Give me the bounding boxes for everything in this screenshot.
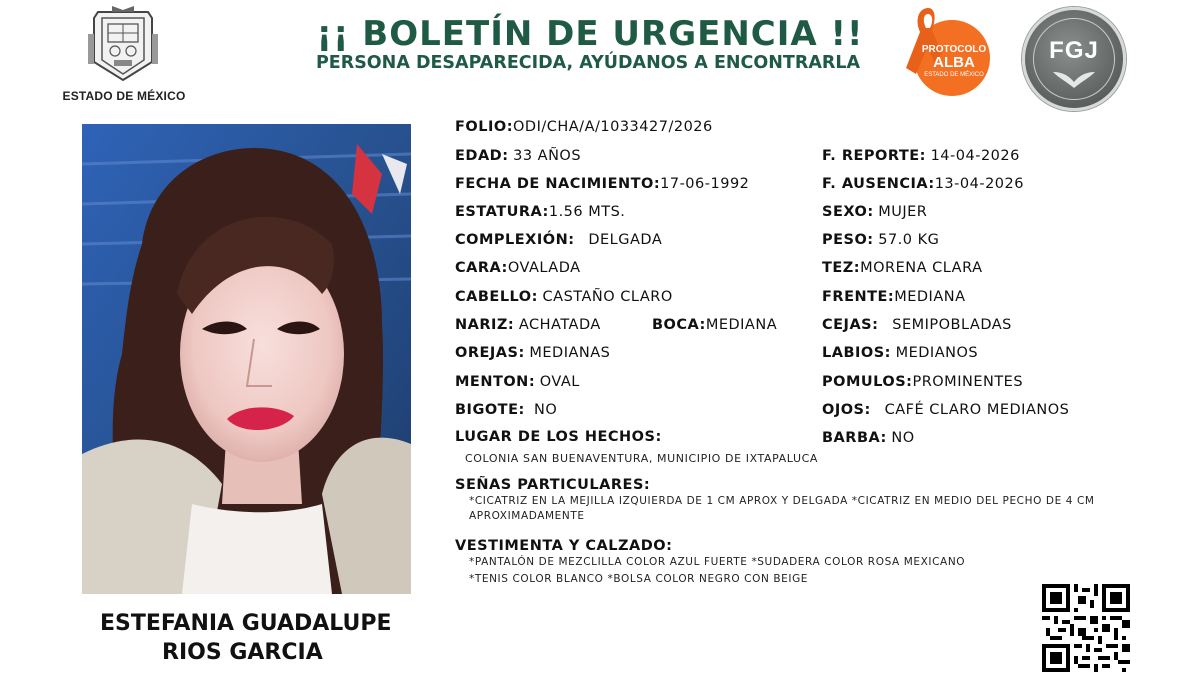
field-boca [652,316,777,334]
orejas-value: MEDIANAS [529,345,611,361]
protocolo-alba-logo [884,2,1012,106]
folio-label: FOLIO: [455,119,513,135]
fgj-logo [1022,7,1126,111]
sexo-value: MUJER [878,204,928,220]
field-cara [455,259,581,277]
senas-line2: APROXIMADAMENTE [469,510,585,522]
field-tez [822,259,983,277]
vestimenta-line1: *PANTALÓN DE MEZCLILLA COLOR AZUL FUERTE *SUDADERA COLOR ROSA MEXICANO [469,556,966,568]
peso-label: PESO: [822,232,874,248]
vestimenta-label: VESTIMENTA Y CALZADO: [455,538,673,554]
field-nariz [455,316,601,334]
senas-label: SEÑAS PARTICULARES: [455,477,651,493]
f-reporte-label: F. REPORTE: [822,148,926,164]
field-sexo [822,203,927,221]
state-caption: ESTADO DE MÉXICO [62,89,186,103]
menton-value: OVAL [539,374,580,390]
ojos-value: CAFÉ CLARO MEDIANOS [884,402,1070,418]
estado-de-mexico-seal-icon [78,4,168,84]
cejas-label: CEJAS: [822,317,879,333]
bulletin-subtitle: PERSONA DESAPARECIDA, AYÚDANOS A ENCONTRARLA [315,53,861,73]
labios-value: MEDIANOS [895,345,979,361]
field-frente [822,288,966,306]
tez-value: MORENA CLARA [860,260,983,276]
field-complexion [455,231,662,249]
field-pomulos [822,373,1023,391]
barba-value: NO [891,430,915,446]
nariz-value: ACHATADA [518,317,601,333]
fgj-label: FGJ [1049,37,1099,64]
missing-person-photo [82,124,411,594]
cara-value: OVALADA [507,260,581,276]
person-name-line1: ESTEFANIA GUADALUPE [100,611,392,636]
field-bigote [455,401,557,419]
f-ausencia-label: F. AUSENCIA: [822,176,935,192]
alba-line1: PROTOCOLO [921,44,987,55]
complexion-label: COMPLEXIÓN: [455,232,575,248]
estatura-label: ESTATURA: [455,204,549,220]
labios-label: LABIOS: [822,345,891,361]
pomulos-label: POMULOS: [822,374,913,390]
tez-label: TEZ: [822,260,861,276]
sexo-label: SEXO: [822,204,874,220]
estatura-value: 1.56 MTS. [548,204,626,220]
cara-label: CARA: [455,260,508,276]
edad-value: 33 AÑOS [513,148,582,164]
frente-label: FRENTE: [822,289,895,305]
field-folio [455,118,713,136]
orejas-label: OREJAS: [455,345,525,361]
alba-line2: ALBA [933,54,975,71]
boca-value: MEDIANA [705,317,778,333]
bulletin-title: ¡¡ BOLETÍN DE URGENCIA !! [316,14,864,54]
peso-value: 57.0 KG [878,232,940,248]
bigote-label: BIGOTE: [455,402,525,418]
field-cabello [455,288,673,306]
field-estatura [455,203,625,221]
field-peso [822,231,939,249]
complexion-value: DELGADA [588,232,663,248]
barba-label: BARBA: [822,430,887,446]
f-ausencia-value: 13-04-2026 [934,176,1024,192]
cabello-label: CABELLO: [455,289,538,305]
pomulos-value: PROMINENTES [912,374,1024,390]
edad-label: EDAD: [455,148,509,164]
field-fecha-nacimiento [455,175,749,193]
field-barba [822,429,915,447]
menton-label: MENTON: [455,374,536,390]
field-edad [455,147,581,165]
lugar-label: LUGAR DE LOS HECHOS: [455,429,662,445]
lugar-value: COLONIA SAN BUENAVENTURA, MUNICIPIO DE IXTAPALUCA [465,452,819,465]
fgj-wings-icon [1051,68,1097,90]
field-orejas [455,344,610,362]
vestimenta-line2: *TENIS COLOR BLANCO *BOLSA COLOR NEGRO CON BEIGE [469,573,809,585]
ojos-label: OJOS: [822,402,871,418]
field-cejas [822,316,1012,334]
qr-code-icon[interactable] [1042,584,1130,672]
senas-line1: *CICATRIZ EN LA MEJILLA IZQUIERDA DE 1 CM APROX Y DELGADA *CICATRIZ EN MEDIO DEL PECHO DE 4 CM [469,495,1095,507]
alba-line3: ESTADO DE MÉXICO [924,72,984,78]
field-f-reporte [822,147,1020,165]
bigote-value: NO [534,402,558,418]
field-menton [455,373,580,391]
folio-value: ODI/CHA/A/1033427/2026 [513,119,713,135]
field-labios [822,344,978,362]
field-ojos [822,401,1069,419]
f-reporte-value: 14-04-2026 [930,148,1020,164]
fecha-nacimiento-value: 17-06-1992 [660,176,750,192]
nariz-label: NARIZ: [455,317,515,333]
cabello-value: CASTAÑO CLARO [542,289,673,305]
fecha-nacimiento-label: FECHA DE NACIMIENTO: [455,176,661,192]
boca-label: BOCA: [652,317,706,333]
frente-value: MEDIANA [894,289,966,305]
field-f-ausencia [822,175,1024,193]
cejas-value: SEMIPOBLADAS [892,317,1012,333]
person-name-line2: RIOS GARCIA [162,640,323,665]
